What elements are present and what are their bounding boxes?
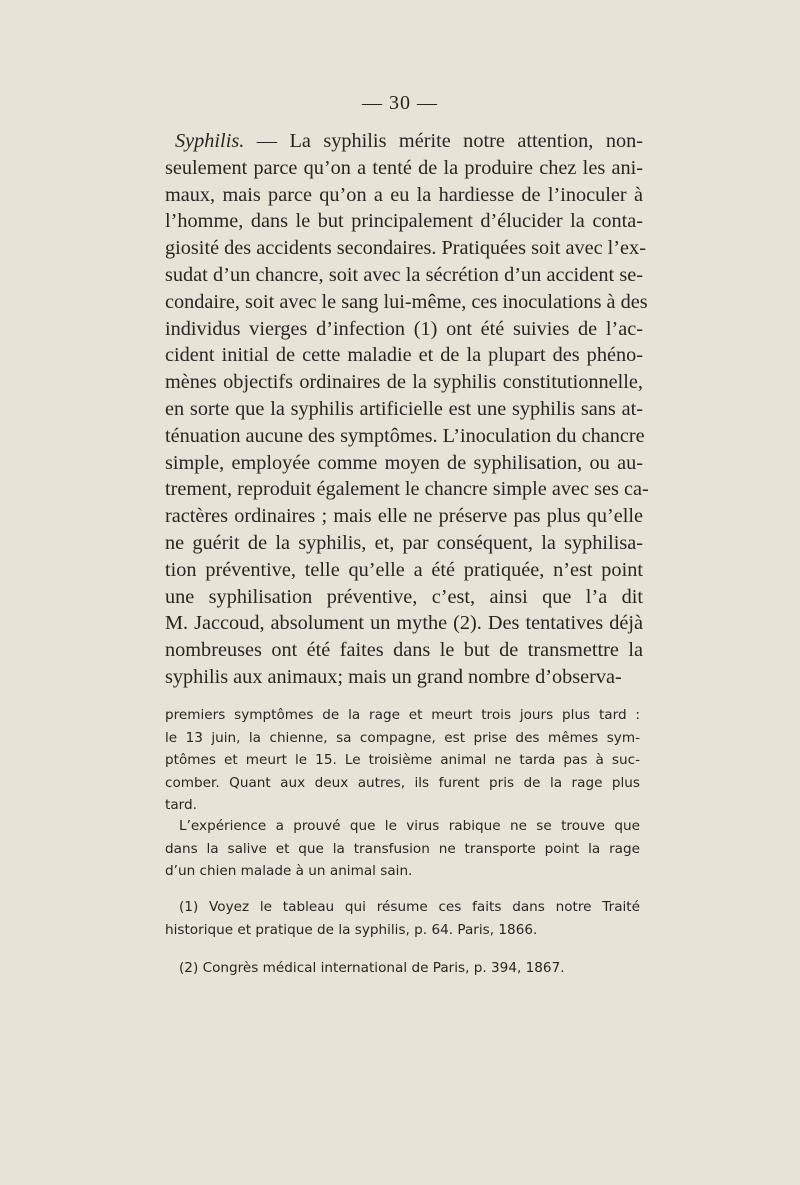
note-line: le 13 juin, la chienne, sa compagne, est prise des mêmes sym- xyxy=(165,729,640,746)
main-line: nombreuses ont été faites dans le but de transmettre la xyxy=(165,639,643,662)
main-line: M. Jaccoud, absolument un mythe (2). Des tentatives déjà xyxy=(165,612,643,635)
note-line: dans la salive et que la transfusion ne transporte point la rage xyxy=(165,840,640,857)
main-line: giosité des accidents secondaires. Pratiquées soit avec l’ex- xyxy=(165,237,646,260)
main-line: ténuation aucune des symptômes. L’inoculation du chancre xyxy=(165,424,645,447)
note-line: ptômes et meurt le 15. Le troisième animal ne tarda pas à suc- xyxy=(165,752,640,768)
footnote-1 xyxy=(165,896,640,941)
main-line: trement, reproduit également le chancre simple avec ses ca- xyxy=(165,478,649,501)
main-line: sudat d’un chancre, soit avec la sécrétion d’un accident se- xyxy=(165,263,643,286)
main-line: en sorte que la syphilis artificielle est une syphilis sans at- xyxy=(165,397,643,420)
note-line: L’expérience a prouvé que le virus rabique ne se trouve que xyxy=(179,818,640,834)
footnote-continuation xyxy=(165,704,640,817)
main-line: l’homme, dans le but principalement d’élucider la conta- xyxy=(165,210,643,233)
note-line: historique et pratique de la syphilis, p. 64. Paris, 1866. xyxy=(165,921,538,938)
main-line: syphilis aux animaux; mais un grand nombre d’observa- xyxy=(165,665,622,688)
section-heading: Syphilis. xyxy=(175,130,245,152)
footnote-2 xyxy=(165,957,640,980)
main-line: simple, employée comme moyen de syphilisation, ou au- xyxy=(165,451,643,474)
main-line: mènes objectifs ordinaires de la syphilis constitutionnelle, xyxy=(165,371,643,394)
note-line: comber. Quant aux deux autres, ils furent pris de la rage plus xyxy=(165,774,640,791)
main-line: seulement parce qu’on a tenté de la produire chez les ani- xyxy=(165,156,643,179)
main-line: cident initial de cette maladie et de la plupart des phéno- xyxy=(165,344,643,367)
main-line: tion préventive, telle qu’elle a été pratiquée, n’est point xyxy=(165,558,643,581)
main-line: individus vierges d’infection (1) ont été suivies de l’ac- xyxy=(165,317,643,340)
note-line: (1) Voyez le tableau qui résume ces faits dans notre Traité xyxy=(179,899,640,915)
main-line: ractères ordinaires ; mais elle ne préserve pas plus qu’elle xyxy=(165,505,643,528)
main-line: ne guérit de la syphilis, et, par conséquent, la syphilisa- xyxy=(165,531,643,554)
main-line: maux, mais parce qu’on a eu la hardiesse de l’inoculer à xyxy=(165,183,643,206)
main-line: Syphilis. — La syphilis mérite notre attention, non- xyxy=(175,130,643,152)
main-line: condaire, soit avec le sang lui-même, ces inoculations à des xyxy=(165,290,648,313)
main-paragraph xyxy=(165,128,649,691)
note-line: (2) Congrès médical international de Paris, p. 394, 1867. xyxy=(179,960,565,976)
note-line: d’un chien malade à un animal sain. xyxy=(165,863,413,879)
main-line: une syphilisation préventive, c’est, ainsi que l’a dit xyxy=(165,585,643,608)
note-line: tard. xyxy=(165,797,197,813)
page-number: — 30 — xyxy=(362,92,438,114)
footnote-experience xyxy=(165,815,640,883)
note-line: premiers symptômes de la rage et meurt trois jours plus tard : xyxy=(165,707,640,723)
